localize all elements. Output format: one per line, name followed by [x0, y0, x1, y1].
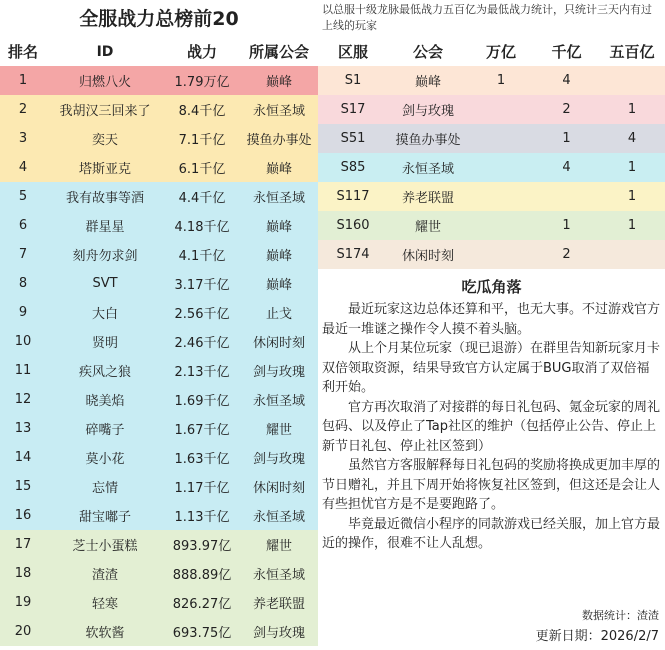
- ranking-rank: 19: [14, 595, 32, 610]
- ranking-power: 4.18千亿: [174, 220, 230, 235]
- server-wan-count: 1: [496, 73, 506, 88]
- server-guild: 养老联盟: [401, 191, 454, 206]
- server-row: [318, 182, 665, 211]
- ranking-row: [0, 327, 318, 356]
- ranking-power: 826.27亿: [172, 597, 232, 612]
- stat-author: 数据统计：渣渣: [582, 609, 659, 622]
- server-qian-count: 4: [562, 160, 571, 175]
- ranking-player-id: 渣渣: [91, 568, 118, 583]
- server-qian-count: 4: [562, 73, 571, 88]
- ranking-rank: 3: [18, 131, 28, 146]
- server-wubai-count: 1: [627, 189, 637, 204]
- ranking-power: 693.75亿: [172, 626, 232, 641]
- server-qian-count: [534, 182, 599, 211]
- ranking-guild: 巅峰: [265, 220, 292, 235]
- ranking-rank: 20: [14, 624, 32, 639]
- server-guild: 巅峰: [414, 75, 441, 90]
- ranking-player-id: 轻寒: [91, 597, 118, 612]
- server-wan-count: [468, 211, 534, 240]
- gossip-text: [322, 300, 662, 554]
- server-id: S17: [340, 102, 366, 117]
- gossip-paragraph: 从上个月某位玩家（现已退游）在群里告知新玩家月卡双倍领取资源，结果导致官方认定属于BUG取消了双倍福利开始。: [322, 341, 661, 395]
- ranking-row: [0, 385, 318, 414]
- server-wan-count: [468, 153, 534, 182]
- ranking-guild: 永恒圣域: [252, 568, 305, 583]
- server-row: [318, 95, 665, 124]
- gossip-title: 吃瓜角落: [461, 278, 522, 296]
- server-wubai-count: [599, 66, 665, 95]
- ranking-rank: 7: [18, 247, 28, 262]
- server-wubai-count: 1: [627, 102, 637, 117]
- header-id: ID: [46, 37, 164, 66]
- ranking-player-id: 碎嘴子: [85, 423, 125, 438]
- ranking-power: 888.89亿: [172, 568, 232, 583]
- ranking-power: 893.97亿: [172, 539, 232, 554]
- ranking-player-id: 我胡汉三回来了: [59, 104, 151, 119]
- header-power: 战力: [164, 37, 240, 66]
- ranking-rank: 17: [14, 537, 32, 552]
- server-guild: 剑与玫瑰: [401, 104, 454, 119]
- ranking-guild: 巅峰: [265, 249, 292, 264]
- update-date: 更新日期：2026/2/7: [535, 629, 659, 644]
- ranking-rank: 13: [14, 421, 32, 436]
- ranking-player-id: 塔斯亚克: [78, 162, 131, 177]
- ranking-row: [0, 530, 318, 559]
- ranking-rank: 2: [18, 102, 28, 117]
- ranking-power: 1.63千亿: [174, 452, 230, 467]
- ranking-rank: 11: [14, 363, 32, 378]
- ranking-guild: 剑与玫瑰: [252, 365, 305, 380]
- ranking-row: [0, 588, 318, 617]
- server-table: [318, 37, 665, 269]
- gossip-paragraph: 官方再次取消了对接群的每日礼包码、氪金玩家的周礼包码、以及停止了Tap社区的维护（包括停止公告、停止上新节日礼包、停止社区签到）: [322, 399, 661, 454]
- ranking-power: 2.13千亿: [174, 365, 230, 380]
- ranking-row: [0, 66, 318, 95]
- server-qian-count: 2: [562, 102, 571, 117]
- ranking-player-id: 大白: [91, 307, 118, 322]
- server-id: S174: [336, 247, 370, 262]
- server-qian-count: 2: [562, 247, 571, 262]
- server-header-row: [318, 37, 665, 66]
- ranking-row: [0, 240, 318, 269]
- server-wan-count: [468, 124, 534, 153]
- header-wan: 万亿: [485, 43, 516, 61]
- ranking-rank: 8: [18, 276, 28, 291]
- ranking-guild: 止戈: [265, 307, 292, 322]
- server-wubai-count: 1: [627, 218, 637, 233]
- server-wubai-count: [599, 240, 665, 269]
- server-qian-count: 1: [562, 131, 571, 146]
- ranking-guild: 巅峰: [265, 278, 292, 293]
- ranking-rank: 15: [14, 479, 32, 494]
- ranking-power: 1.67千亿: [174, 423, 230, 438]
- server-guild: 休闲时刻: [401, 249, 454, 264]
- ranking-guild: 耀世: [265, 539, 292, 554]
- ranking-rank: 14: [14, 450, 32, 465]
- gossip-paragraph: 毕竟最近微信小程序的同款游戏已经关服，加上官方最近的操作，很难不让人乱想。: [322, 516, 661, 551]
- server-row: [318, 124, 665, 153]
- server-id: S160: [336, 218, 370, 233]
- ranking-player-id: 群星星: [85, 220, 125, 235]
- ranking-guild: 耀世: [265, 423, 292, 438]
- header-guild: 所属公会: [240, 37, 318, 66]
- ranking-rank: 16: [14, 508, 32, 523]
- ranking-rank: 5: [18, 189, 28, 204]
- ranking-row: [0, 414, 318, 443]
- ranking-guild: 永恒圣域: [252, 510, 305, 525]
- ranking-guild: 永恒圣域: [252, 191, 305, 206]
- ranking-header-row: [0, 37, 318, 66]
- ranking-row: [0, 153, 318, 182]
- ranking-power: 1.17千亿: [174, 481, 230, 496]
- server-guild: 摸鱼办事处: [395, 133, 461, 148]
- server-wan-count: [468, 182, 534, 211]
- server-row: [318, 66, 665, 95]
- ranking-row: [0, 501, 318, 530]
- ranking-player-id: 芝士小蛋糕: [72, 539, 138, 554]
- ranking-row: [0, 298, 318, 327]
- header-qian: 千亿: [551, 43, 582, 61]
- server-wubai-count: 4: [627, 131, 637, 146]
- ranking-row: [0, 559, 318, 588]
- ranking-player-id: 奕天: [91, 133, 118, 148]
- ranking-player-id: 刻舟勿求剑: [72, 249, 138, 264]
- ranking-player-id: SVT: [92, 276, 118, 291]
- ranking-rank: 6: [18, 218, 28, 233]
- ranking-guild: 巅峰: [265, 75, 292, 90]
- ranking-player-id: 软软酱: [85, 626, 125, 641]
- ranking-power: 8.4千亿: [178, 104, 226, 119]
- ranking-player-id: 甜宝嘟子: [78, 510, 131, 525]
- ranking-power: 3.17千亿: [174, 278, 230, 293]
- ranking-rank: 18: [14, 566, 32, 581]
- ranking-rank: 1: [18, 73, 28, 88]
- ranking-row: [0, 124, 318, 153]
- header-server: 区服: [337, 43, 368, 61]
- ranking-row: [0, 472, 318, 501]
- ranking-power: 2.46千亿: [174, 336, 230, 351]
- ranking-row: [0, 95, 318, 124]
- ranking-player-id: 晓美焰: [85, 394, 125, 409]
- ranking-rank: 9: [18, 305, 28, 320]
- ranking-table: [0, 37, 318, 646]
- server-row: [318, 153, 665, 182]
- ranking-power: 1.69千亿: [174, 394, 230, 409]
- gossip-paragraph: 虽然官方客服解释每日礼包码的奖励将换成更加丰厚的节日赠礼，并且下周开始将恢复社区签到，但这还是会让人有些担忧官方是不是要跑路了。: [322, 458, 661, 512]
- ranking-player-id: 忘情: [91, 481, 118, 496]
- ranking-row: [0, 269, 318, 298]
- ranking-panel: [0, 0, 318, 650]
- ranking-power: 1.13千亿: [174, 510, 230, 525]
- server-id: S1: [344, 73, 362, 88]
- server-wan-count: [468, 95, 534, 124]
- server-guild: 永恒圣域: [401, 162, 454, 177]
- ranking-guild: 剑与玫瑰: [252, 452, 305, 467]
- server-panel: [318, 0, 665, 650]
- ranking-guild: 永恒圣域: [252, 394, 305, 409]
- server-qian-count: 1: [562, 218, 571, 233]
- server-id: S117: [336, 189, 370, 204]
- ranking-guild: 休闲时刻: [252, 336, 305, 351]
- ranking-power: 1.79万亿: [174, 75, 230, 90]
- server-row: [318, 211, 665, 240]
- header-wubai: 五百亿: [609, 43, 655, 61]
- ranking-row: [0, 356, 318, 385]
- ranking-guild: 永恒圣域: [252, 104, 305, 119]
- ranking-player-id: 莫小花: [85, 452, 125, 467]
- page-title: 全服战力总榜前20: [79, 8, 239, 30]
- ranking-player-id: 贤明: [91, 336, 118, 351]
- ranking-row: [0, 617, 318, 646]
- ranking-guild: 养老联盟: [252, 597, 305, 612]
- ranking-row: [0, 443, 318, 472]
- ranking-power: 6.1千亿: [178, 162, 226, 177]
- ranking-power: 2.56千亿: [174, 307, 230, 322]
- server-id: S51: [340, 131, 366, 146]
- stat-note: 以总服十级龙脉最低战力五百亿为最低战力统计，只统计三天内有过上线的玩家: [322, 3, 652, 32]
- ranking-guild: 剑与玫瑰: [252, 626, 305, 641]
- ranking-row: [0, 182, 318, 211]
- ranking-player-id: 我有故事等酒: [65, 191, 144, 206]
- server-wan-count: [468, 240, 534, 269]
- ranking-rank: 10: [14, 334, 32, 349]
- ranking-row: [0, 211, 318, 240]
- ranking-guild: 摸鱼办事处: [246, 133, 312, 148]
- ranking-player-id: 归燃八火: [78, 75, 131, 90]
- server-row: [318, 240, 665, 269]
- ranking-player-id: 疾风之狼: [78, 365, 131, 380]
- ranking-rank: 12: [14, 392, 32, 407]
- ranking-guild: 休闲时刻: [252, 481, 305, 496]
- header-rank: 排名: [0, 37, 46, 66]
- server-id: S85: [340, 160, 366, 175]
- header-server-guild: 公会: [412, 43, 443, 61]
- ranking-power: 4.4千亿: [178, 191, 226, 206]
- server-guild: 耀世: [414, 220, 441, 235]
- ranking-power: 4.1千亿: [178, 249, 226, 264]
- ranking-guild: 巅峰: [265, 162, 292, 177]
- ranking-power: 7.1千亿: [178, 133, 226, 148]
- ranking-rank: 4: [18, 160, 28, 175]
- gossip-paragraph: 最近玩家这边总体还算和平，也无大事。不过游戏官方最近一堆谜之操作令人摸不着头脑。: [322, 302, 661, 337]
- server-wubai-count: 1: [627, 160, 637, 175]
